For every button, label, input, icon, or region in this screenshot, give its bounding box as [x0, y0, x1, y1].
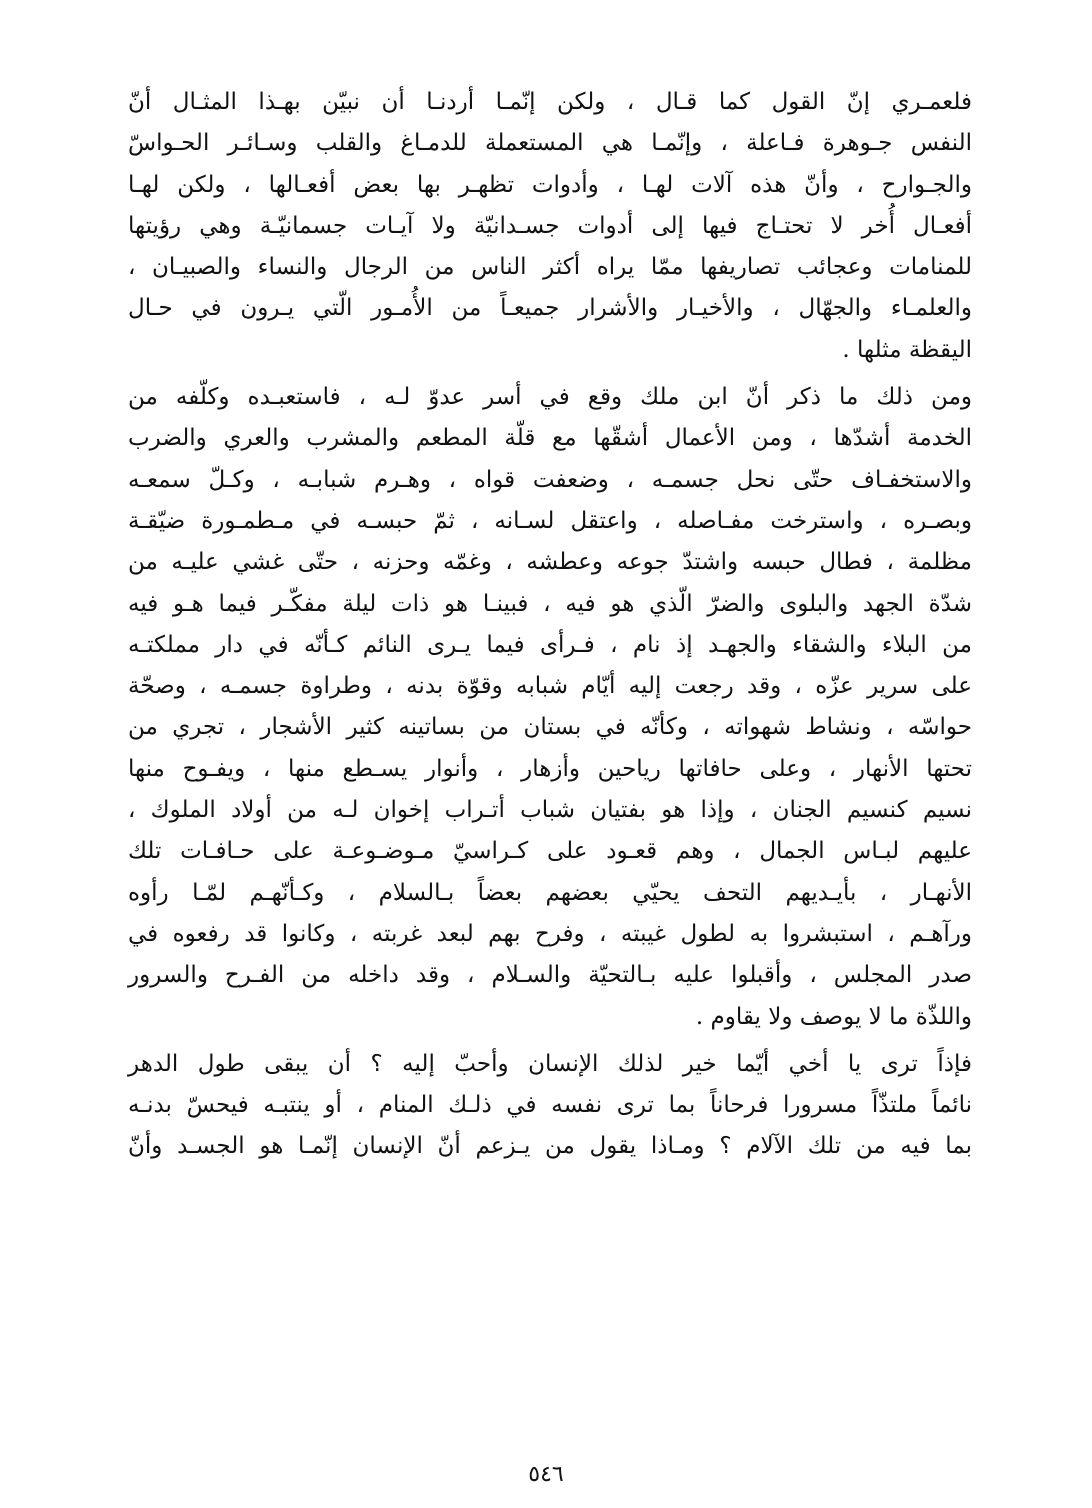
text-line: شدّة الجهد والبلوى والضرّ الّذي هو فيه ، فبينـا هو ذات ليلة مفكّـر فيما هـو فيه	[128, 590, 972, 617]
page-body	[128, 82, 972, 1168]
text-line: اليقظة مثلها .	[842, 336, 972, 363]
text-line: فإذاً ترى يا أخي أيّما خير لذلك الإنسان وأحبّ إليه ؟ أن يبقى طول الدهر	[128, 1050, 972, 1077]
text-line: بما فيه من تلك الآلام ؟ ومـاذا يقول من يـزعم أنّ الإنسان إنّمـا هو الجسـد وأنّ	[128, 1133, 972, 1160]
text-line: حواسّه ، ونشاط شهواته ، وكأنّه في بستان من بساتينه كثير الأشجار ، تجري من	[128, 714, 972, 741]
text-line: عليهم لبـاس الجمال ، وهم قعـود على كـراسيّ مـوضـوعـة على حـافـات تلك	[128, 838, 972, 865]
text-line: فلعمـري إنّ القول كما قـال ، ولكن إنّمـا أردنـا أن نبيّن بهـذا المثـال أنّ	[128, 89, 972, 115]
text-line: صدر المجلس ، وأقبلوا عليه بـالتحيّة والسـلام ، وقد داخله من الفـرح والسرور	[128, 962, 972, 989]
text-line: تحتها الأنهار ، وعلى حافاتها رياحين وأزهار ، وأنوار يسـطع منها ، ويفـوح منها	[128, 755, 972, 782]
text-line: الخدمة أشدّها ، ومن الأعمال أشقّها مع قلّة المطعم والمشرب والعري والضرب	[128, 425, 972, 452]
page-number: ٥٤٦	[528, 1462, 564, 1487]
text-line: وبصـره ، واسترخت مفـاصله ، واعتقل لسـانه ، ثمّ حبسـه في مـطمـورة ضيّقـة	[128, 507, 972, 534]
text-line: مظلمة ، فطال حبسه واشتدّ جوعه وعطشه ، وغمّه وحزنه ، حتّى غشي عليـه من	[128, 549, 972, 576]
text-line: النفس جـوهرة فـاعلة ، وإنّمـا هي المستعملة للدمـاغ والقلب وسـائـر الحـواسّ	[128, 130, 972, 157]
text-line: الأنهـار ، بأيـديهم التحف يحيّي بعضهم بعضاً بـالسلام ، وكـأنّهـم لمّـا رأوه	[128, 879, 972, 906]
text-line: من البلاء والشقاء والجهـد إذ نام ، فـرأى فيما يـرى النائم كـأنّه في دار مملكتـه	[128, 631, 972, 658]
text-line: نائماً ملتذّاً مسرورا فرحاناً بما ترى نفسه في ذلـك المنام ، أو ينتبـه فيحسّ بدنـه	[128, 1092, 972, 1119]
text-line: أفعـال أُخر لا تحتـاج فيها إلى أدوات جسـدانيّة ولا آيـات جسمانيّـة وهي رؤيتها	[128, 212, 972, 239]
text-line: والاستخفـاف حتّى نحل جسمـه ، وضعفت قواه ، وهـرم شبابـه ، وكـلّ سمعـه	[128, 466, 972, 493]
paragraph-2	[128, 377, 972, 1038]
text-line: والعلمـاء والجهّال ، والأخيـار والأشرار جميعـاً من الأُمـور الّتي يـرون في حـال	[128, 295, 972, 322]
text-line: على سرير عزّه ، وقد رجعت إليه أيّام شبابه وقوّة بدنه ، وطراوة جسمـه ، وصحّة	[128, 673, 972, 700]
paragraph-3	[128, 1044, 972, 1168]
text-line: نسيم كنسيم الجنان ، وإذا هو بفتيان شباب أتـراب إخوان لـه من أولاد الملوك ،	[128, 797, 972, 824]
text-line: ومن ذلك ما ذكر أنّ ابن ملك وقع في أسر عدوّ لـه ، فاستعبـده وكلّفه من	[128, 384, 972, 411]
paragraph-1	[128, 82, 972, 371]
text-line: واللذّة ما لا يوصف ولا يقاوم .	[695, 1003, 972, 1030]
text-line: للمنامات وعجائب تصاريفها ممّا يراه أكثر الناس من الرجال والنساء والصبيـان ،	[128, 254, 972, 281]
text-line: والجـوارح ، وأنّ هذه آلات لهـا ، وأدوات تظهـر بها بعض أفعـالها ، ولكن لهـا	[128, 171, 972, 198]
text-line: ورآهـم ، استبشروا به لطول غيبته ، وفرح بهم لبعد غربته ، وكانوا قد رفعوه في	[128, 920, 972, 947]
